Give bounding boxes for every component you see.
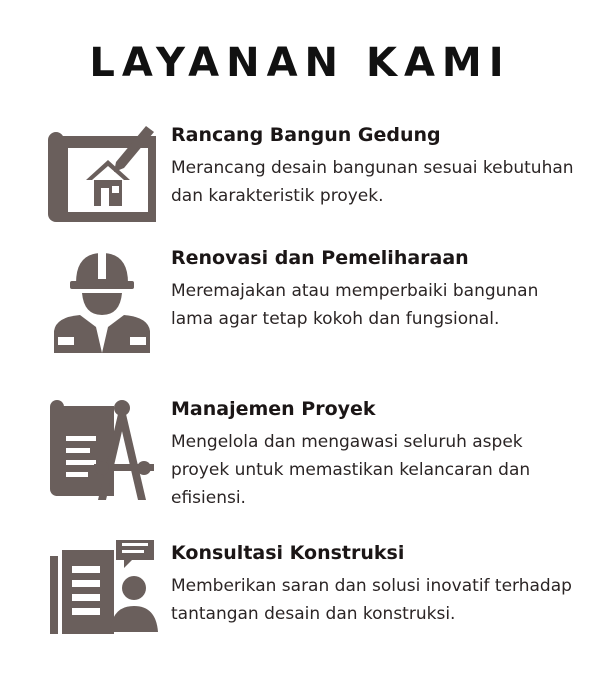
service-title: Konsultasi Konstruksi <box>171 542 405 564</box>
service-description: Memberikan saran dan solusi inovatif terhadap tantangan desain dan konstruksi. <box>171 576 572 624</box>
service-description: Mengelola dan mengawasi seluruh aspek proyek untuk memastikan kelancaran dan efisiensi. <box>171 432 531 508</box>
blueprint-house-icon <box>46 122 158 234</box>
construction-worker-icon <box>46 245 158 357</box>
service-description: Meremajakan atau memperbaiki bangunan lama agar tetap kokoh dan fungsional. <box>171 281 539 329</box>
service-title: Manajemen Proyek <box>171 398 376 420</box>
compass-blueprint-icon <box>46 396 158 508</box>
service-title: Rancang Bangun Gedung <box>171 124 441 146</box>
consultant-building-icon <box>46 540 158 652</box>
service-description: Merancang desain bangunan sesuai kebutuhan dan karakteristik proyek. <box>171 158 574 206</box>
service-title: Renovasi dan Pemeliharaan <box>171 247 469 269</box>
page-title: LAYANAN KAMI <box>89 40 511 86</box>
